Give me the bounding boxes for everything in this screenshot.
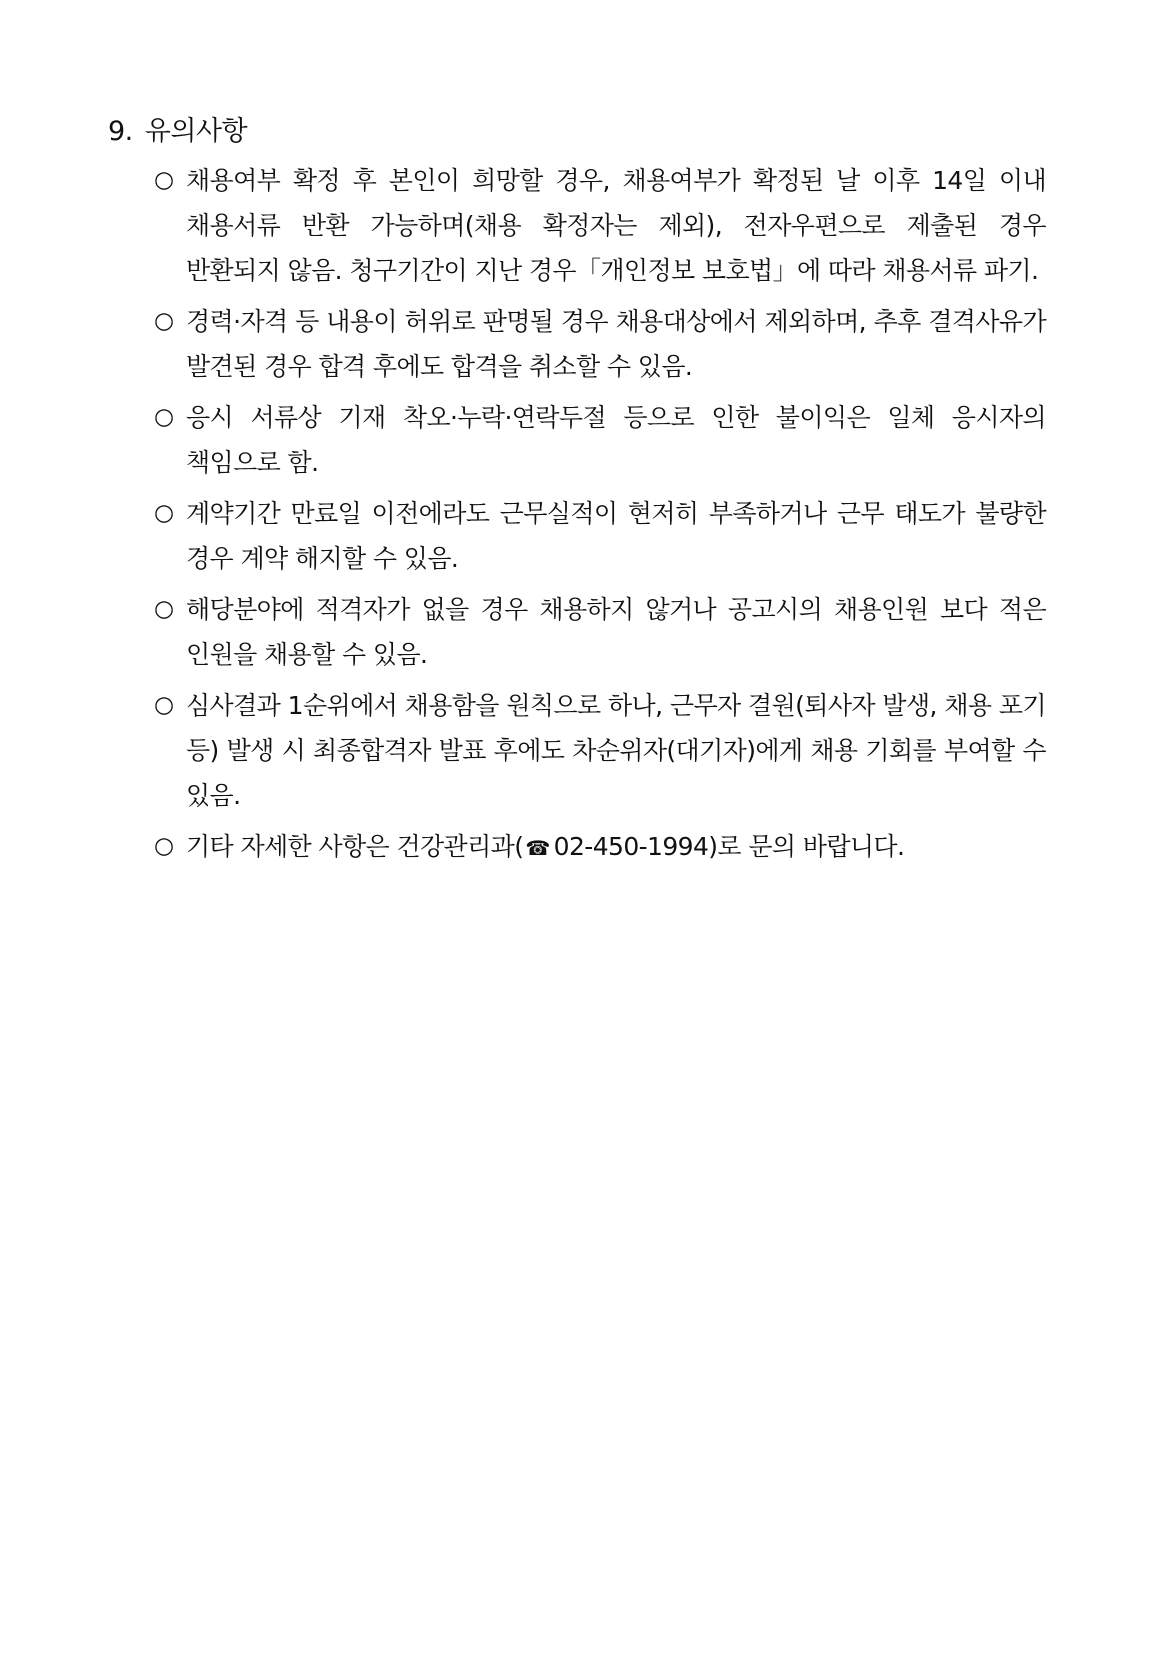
list-item bbox=[154, 587, 1068, 677]
circle-bullet-icon: ○ bbox=[154, 833, 175, 859]
section-number: 9. bbox=[108, 116, 133, 147]
contact-text-after: )로 문의 바랍니다. bbox=[708, 832, 905, 861]
list-item bbox=[154, 158, 1068, 293]
circle-bullet-icon: ○ bbox=[154, 404, 175, 430]
phone-icon: ☎ bbox=[525, 836, 550, 860]
section-title: 유의사항 bbox=[144, 116, 248, 147]
note-text: 경력·자격 등 내용이 허위로 판명될 경우 채용대상에서 제외하며, 추후 결격사유가 발견된 경우 합격 후에도 합격을 취소할 수 있음. bbox=[186, 307, 1046, 381]
contact-text-before: 기타 자세한 사항은 건강관리과( bbox=[186, 832, 524, 861]
list-item bbox=[154, 491, 1068, 581]
note-text: 계약기간 만료일 이전에라도 근무실적이 현저히 부족하거나 근무 태도가 불량한 경우 계약 해지할 수 있음. bbox=[186, 499, 1046, 573]
circle-bullet-icon: ○ bbox=[154, 692, 175, 718]
circle-bullet-icon: ○ bbox=[154, 167, 175, 193]
circle-bullet-icon: ○ bbox=[154, 308, 175, 334]
note-text: 채용여부 확정 후 본인이 희망할 경우, 채용여부가 확정된 날 이후 14일 이내 채용서류 반환 가능하며(채용 확정자는 제외), 전자우편으로 제출된 경우 반환되지 않음. 청구기간이 지난 경우「개인정보 보호법」에 따라 채용서류 파기. bbox=[186, 166, 1046, 285]
note-text: 응시 서류상 기재 착오·누락·연락두절 등으로 인한 불이익은 일체 응시자의 책임으로 함. bbox=[186, 403, 1046, 477]
contact-item bbox=[154, 824, 1068, 871]
list-item bbox=[154, 395, 1068, 485]
circle-bullet-icon: ○ bbox=[154, 596, 175, 622]
phone-number: 02-450-1994 bbox=[553, 832, 709, 861]
notes-section bbox=[108, 112, 1068, 877]
list-item bbox=[154, 299, 1068, 389]
circle-bullet-icon: ○ bbox=[154, 500, 175, 526]
notes-list bbox=[108, 158, 1068, 871]
contact-text bbox=[186, 824, 1046, 871]
section-heading bbox=[108, 112, 1068, 152]
note-text: 심사결과 1순위에서 채용함을 원칙으로 하나, 근무자 결원(퇴사자 발생, 채용 포기 등) 발생 시 최종합격자 발표 후에도 차순위자(대기자)에게 채용 기회를 부여할 수 있음. bbox=[186, 691, 1046, 810]
note-text: 해당분야에 적격자가 없을 경우 채용하지 않거나 공고시의 채용인원 보다 적은 인원을 채용할 수 있음. bbox=[186, 595, 1046, 669]
list-item bbox=[154, 683, 1068, 818]
